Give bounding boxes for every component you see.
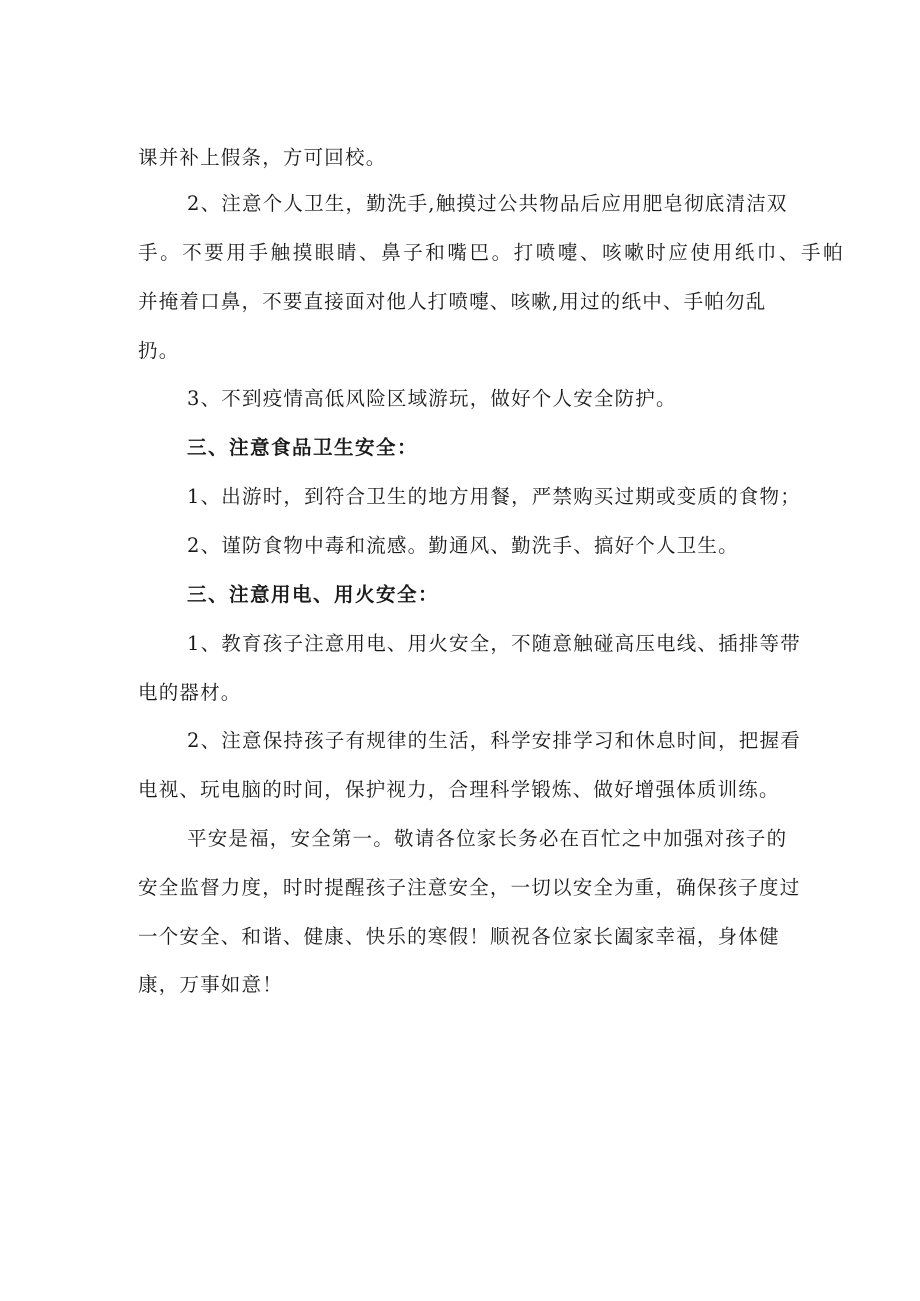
paragraph-line: 康，万事如意！	[138, 973, 283, 996]
paragraph-line: 电视、玩电脑的时间，保护视力，合理科学锻炼、做好增强体质训练。	[138, 778, 780, 801]
paragraph-line: 2、注意个人卫生，勤洗手,触摸过公共物品后应用肥皂彻底清洁双	[187, 192, 788, 215]
paragraph-line: 安全监督力度，时时提醒孩子注意安全，一切以安全为重，确保孩子度过	[138, 876, 801, 899]
section-heading: 三、注意用电、用火安全：	[187, 583, 440, 606]
paragraph-line: 2、谨防食物中毒和流感。勤通风、勤洗手、搞好个人卫生。	[187, 534, 739, 557]
paragraph-line: 3、不到疫情高低风险区域游玩，做好个人安全防护。	[187, 387, 677, 410]
paragraph-line: 1、出游时，到符合卫生的地方用餐，严禁购买过期或变质的食物；	[187, 485, 801, 508]
paragraph-line: 平安是福，安全第一。敬请各位家长务必在百忙之中加强对孩子的	[187, 827, 788, 850]
paragraph-line: 课并补上假条，方可回校。	[138, 146, 387, 169]
paragraph-line: 并掩着口鼻，不要直接面对他人打喷嚏、咳嗽,用过的纸中、手帕勿乱	[138, 290, 767, 313]
paragraph-line: 1、教育孩子注意用电、用火安全，不随意触碰高压电线、插排等带	[187, 632, 801, 655]
paragraph-line: 电的器材。	[138, 681, 242, 704]
paragraph-line: 手。不要用手触摸眼睛、鼻子和嘴巴。打喷嚏、咳嗽时应使用纸巾、手帕	[138, 241, 846, 264]
section-heading: 三、注意食品卫生安全：	[187, 436, 419, 459]
paragraph-line: 一个安全、和谐、健康、快乐的寒假！顺祝各位家长阖家幸福，身体健	[138, 925, 780, 948]
paragraph-line: 2、注意保持孩子有规律的生活，科学安排学习和休息时间，把握看	[187, 729, 801, 752]
paragraph-line: 扔。	[138, 339, 180, 362]
